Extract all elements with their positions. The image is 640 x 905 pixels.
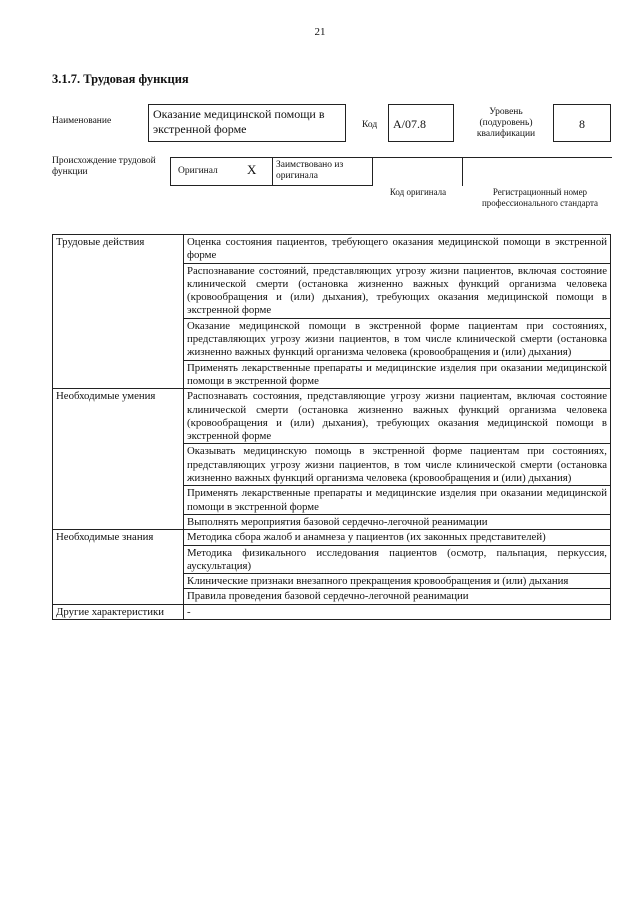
origin-top-border bbox=[170, 157, 612, 158]
level-value: 8 bbox=[579, 117, 585, 131]
table-row bbox=[53, 530, 611, 545]
original-code-caption: Код оригинала bbox=[389, 187, 447, 197]
name-label: Наименование bbox=[52, 116, 112, 126]
reg-number-caption: Регистрационный номер профессионального стандарта bbox=[481, 187, 599, 208]
table-cell: Распознавание состояний, представляющих угрозу жизни пациентов, включая состояние клинической смерти (остановка жизненно важных функций организма человека (кровообращения и (или) дыхания), требующих оказания медицинской помощи в экстренной форме bbox=[184, 263, 611, 318]
origin-divider-2 bbox=[272, 157, 273, 186]
origin-divider-3 bbox=[372, 157, 373, 186]
level-value-box bbox=[553, 104, 611, 142]
table-cell: Распознавать состояния, представляющие угрозу жизни пациентам, включая состояние клинической смерти (остановка жизненно важных функций организма человека (кровообращения и (или) дыхания), требующих оказания медицинской помощи в экстренной форме bbox=[184, 389, 611, 444]
table-cell: Применять лекарственные препараты и медицинские изделия при оказании медицинской помощи в экстренной форме bbox=[184, 360, 611, 389]
table-cell: Оказание медицинской помощи в экстренной форме пациентам при состояниях, представляющих угрозу жизни пациентов, в том числе клинической смерти (остановка жизненно важных функций организма человека (кровообращения и (или) дыхания) bbox=[184, 318, 611, 360]
table-cell: Методика физикального исследования пациентов (осмотр, пальпация, перкуссия, аускультация) bbox=[184, 545, 611, 574]
code-value: A/07.8 bbox=[393, 117, 426, 131]
table-cell: Оценка состояния пациентов, требующего оказания медицинской помощи в экстренной форме bbox=[184, 235, 611, 264]
table-cell: Выполнять мероприятия базовой сердечно-легочной реанимации bbox=[184, 514, 611, 529]
function-table bbox=[52, 234, 611, 620]
table-cell: - bbox=[184, 604, 611, 619]
table-cell: Применять лекарственные препараты и медицинские изделия при оказании медицинской помощи в экстренной форме bbox=[184, 486, 611, 515]
category-cell: Необходимые умения bbox=[53, 389, 184, 530]
table-row bbox=[53, 235, 611, 264]
code-value-box bbox=[388, 104, 454, 142]
table-cell: Оказывать медицинскую помощь в экстренной форме пациентам при состояниях, представляющих угрозу жизни пациентов, в том числе клинической смерти (остановка жизненно важных функций организма человека (кровообращения и (или) дыхания) bbox=[184, 444, 611, 486]
table-cell: Клинические признаки внезапного прекращения кровообращения и (или) дыхания bbox=[184, 574, 611, 589]
table-row bbox=[53, 604, 611, 619]
borrowed-label: Заимствовано из оригинала bbox=[276, 160, 344, 181]
category-cell: Необходимые знания bbox=[53, 530, 184, 604]
origin-divider-1 bbox=[170, 157, 171, 186]
page-number: 21 bbox=[314, 26, 326, 38]
name-value: Оказание медицинской помощи в экстренной форме bbox=[153, 107, 325, 136]
section-title: 3.1.7. Трудовая функция bbox=[52, 72, 189, 86]
original-label: Оригинал bbox=[178, 166, 218, 176]
level-label: Уровень (подуровень) квалификации bbox=[476, 107, 536, 139]
table-cell: Методика сбора жалоб и анамнеза у пациентов (их законных представителей) bbox=[184, 530, 611, 545]
name-value-box bbox=[148, 104, 346, 142]
original-mark: X bbox=[247, 162, 257, 177]
origin-divider-4 bbox=[462, 157, 463, 186]
table-row bbox=[53, 389, 611, 444]
origin-label: Происхождение трудовой функции bbox=[52, 156, 156, 177]
category-cell: Другие характеристики bbox=[53, 604, 184, 619]
table-cell: Правила проведения базовой сердечно-легочной реанимации bbox=[184, 589, 611, 604]
origin-bottom-border bbox=[170, 185, 372, 186]
category-cell: Трудовые действия bbox=[53, 235, 184, 389]
code-label: Код bbox=[362, 120, 378, 130]
